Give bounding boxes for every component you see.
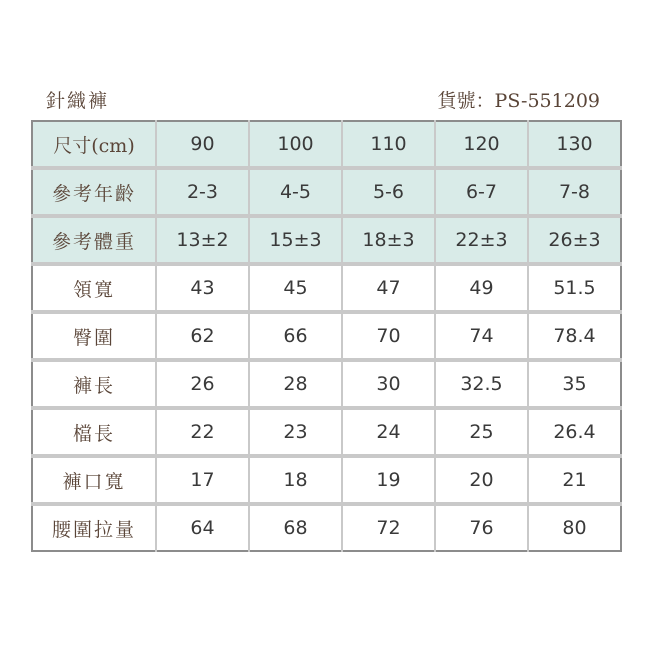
table-cell: 18 [249, 456, 342, 504]
table-cell: 7-8 [528, 168, 621, 216]
table-cell: 68 [249, 504, 342, 551]
table-cell: 5-6 [342, 168, 435, 216]
product-name: 針織褲 [46, 90, 110, 112]
table-cell: 74 [435, 312, 528, 360]
size-table [31, 120, 622, 552]
table-cell: 23 [249, 408, 342, 456]
table-cell: 100 [249, 121, 342, 168]
table-cell: 6-7 [435, 168, 528, 216]
row-label: 參考體重 [32, 216, 156, 264]
row-label: 臀圍 [32, 312, 156, 360]
table-cell: 20 [435, 456, 528, 504]
table-cell: 13±2 [156, 216, 249, 264]
table-cell: 76 [435, 504, 528, 551]
table-cell: 35 [528, 360, 621, 408]
row-label: 參考年齡 [32, 168, 156, 216]
table-cell: 22 [156, 408, 249, 456]
table-cell: 25 [435, 408, 528, 456]
table-cell: 110 [342, 121, 435, 168]
table-cell: 2-3 [156, 168, 249, 216]
row-label: 褲口寬 [32, 456, 156, 504]
table-row [32, 504, 621, 551]
table-cell: 28 [249, 360, 342, 408]
table-row [32, 408, 621, 456]
row-label: 腰圍拉量 [32, 504, 156, 551]
table-cell: 72 [342, 504, 435, 551]
table-cell: 70 [342, 312, 435, 360]
table-cell: 78.4 [528, 312, 621, 360]
table-cell: 62 [156, 312, 249, 360]
table-cell: 130 [528, 121, 621, 168]
table-row-age [32, 168, 621, 216]
table-row-weight [32, 216, 621, 264]
table-cell: 26 [156, 360, 249, 408]
table-cell: 22±3 [435, 216, 528, 264]
table-cell: 51.5 [528, 264, 621, 312]
table-cell: 64 [156, 504, 249, 551]
table-cell: 17 [156, 456, 249, 504]
table-row-size [32, 121, 621, 168]
row-label: 褲長 [32, 360, 156, 408]
table-row [32, 360, 621, 408]
table-cell: 4-5 [249, 168, 342, 216]
row-label: 檔長 [32, 408, 156, 456]
table-cell: 21 [528, 456, 621, 504]
table-cell: 45 [249, 264, 342, 312]
table-cell: 30 [342, 360, 435, 408]
table-cell: 32.5 [435, 360, 528, 408]
table-cell: 15±3 [249, 216, 342, 264]
table-cell: 19 [342, 456, 435, 504]
table-row [32, 312, 621, 360]
row-label: 領寬 [32, 264, 156, 312]
table-cell: 43 [156, 264, 249, 312]
table-cell: 47 [342, 264, 435, 312]
table-cell: 120 [435, 121, 528, 168]
row-label: 尺寸(cm) [32, 121, 156, 168]
table-cell: 24 [342, 408, 435, 456]
product-code: 貨號：PS-551209 [437, 90, 600, 112]
table-cell: 49 [435, 264, 528, 312]
table-cell: 26.4 [528, 408, 621, 456]
table-cell: 90 [156, 121, 249, 168]
table-cell: 26±3 [528, 216, 621, 264]
table-row [32, 456, 621, 504]
table-cell: 18±3 [342, 216, 435, 264]
table-cell: 66 [249, 312, 342, 360]
table-row [32, 264, 621, 312]
table-cell: 80 [562, 517, 587, 539]
